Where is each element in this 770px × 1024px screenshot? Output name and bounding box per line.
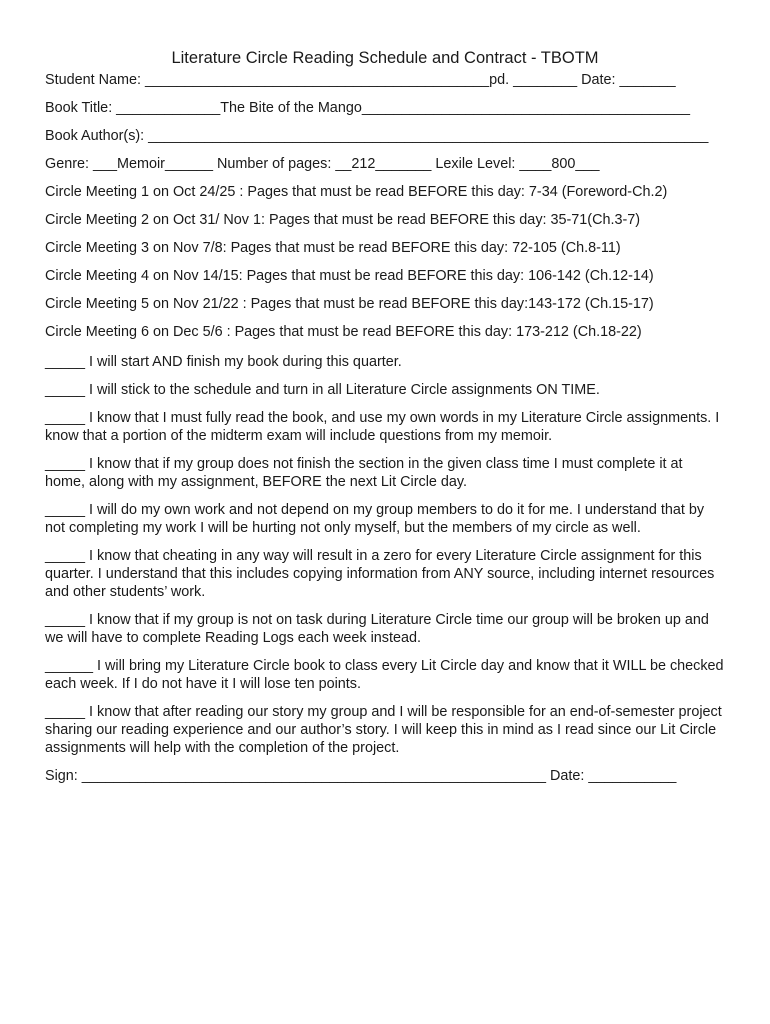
circle-meeting-4: Circle Meeting 4 on Nov 14/15: Pages that must be read BEFORE this day: 106-142 (Ch.12-14) <box>45 268 654 284</box>
book-author-field: Book Author(s): ______________________________________________________________________ <box>45 128 709 144</box>
circle-meeting-1: Circle Meeting 1 on Oct 24/25 : Pages that must be read BEFORE this day: 7-34 (Foreword-Ch.2) <box>45 184 668 200</box>
contract-item-7: _____ I know that if my group is not on task during Literature Circle time our group will be broken up and we will have to complete Reading Logs each week instead. <box>45 612 709 646</box>
contract-item-9: _____ I know that after reading our story my group and I will be responsible for an end-of-semester project sharing our reading experience and our author’s story. I will keep this in mind as I read since our Lit Circle assignments will help with the completion of the project. <box>45 704 722 756</box>
contract-item-4: _____ I know that if my group does not finish the section in the given class time I must complete it at home, along with my assignment, BEFORE the next Lit Circle day. <box>45 456 683 490</box>
signature-line: Sign: __________________________________________________________ Date: ___________ <box>45 768 677 784</box>
book-title-field: Book Title: _____________The Bite of the Mango_________________________________________ <box>45 100 690 116</box>
circle-meeting-2: Circle Meeting 2 on Oct 31/ Nov 1: Pages that must be read BEFORE this day: 35-71(Ch.3-7) <box>45 212 641 228</box>
circle-meeting-5: Circle Meeting 5 on Nov 21/22 : Pages that must be read BEFORE this day:143-172 (Ch.15-17) <box>45 296 654 312</box>
contract-item-3: _____ I know that I must fully read the book, and use my own words in my Literature Circle assignments. I know that a portion of the midterm exam will include questions from my memoir. <box>45 410 720 444</box>
genre-pages-lexile-line: Genre: ___Memoir______ Number of pages: __212_______ Lexile Level: ____800___ <box>45 156 600 172</box>
contract-item-6: _____ I know that cheating in any way will result in a zero for every Literature Circle assignment for this quarter. I understand that this includes copying information from ANY source, including internet resources and other students’ work. <box>45 548 715 600</box>
student-name-field: Student Name: ___________________________________________pd. ________ Date: _______ <box>45 72 676 88</box>
circle-meeting-3: Circle Meeting 3 on Nov 7/8: Pages that must be read BEFORE this day: 72-105 (Ch.8-11) <box>45 240 621 256</box>
contract-item-5: _____ I will do my own work and not depend on my group members to do it for me. I understand that by not completing my work I will be hurting not only myself, but the members of my circle as well. <box>45 502 705 536</box>
circle-meeting-6: Circle Meeting 6 on Dec 5/6 : Pages that must be read BEFORE this day: 173-212 (Ch.18-22) <box>45 324 642 340</box>
contract-item-2: _____ I will stick to the schedule and turn in all Literature Circle assignments ON TIME. <box>45 382 600 398</box>
page-title: Literature Circle Reading Schedule and Contract - TBOTM <box>171 49 599 67</box>
contract-item-1: _____ I will start AND finish my book during this quarter. <box>45 354 402 370</box>
contract-item-8: ______ I will bring my Literature Circle book to class every Lit Circle day and know that it WILL be checked each week. If I do not have it I will lose ten points. <box>45 658 724 692</box>
